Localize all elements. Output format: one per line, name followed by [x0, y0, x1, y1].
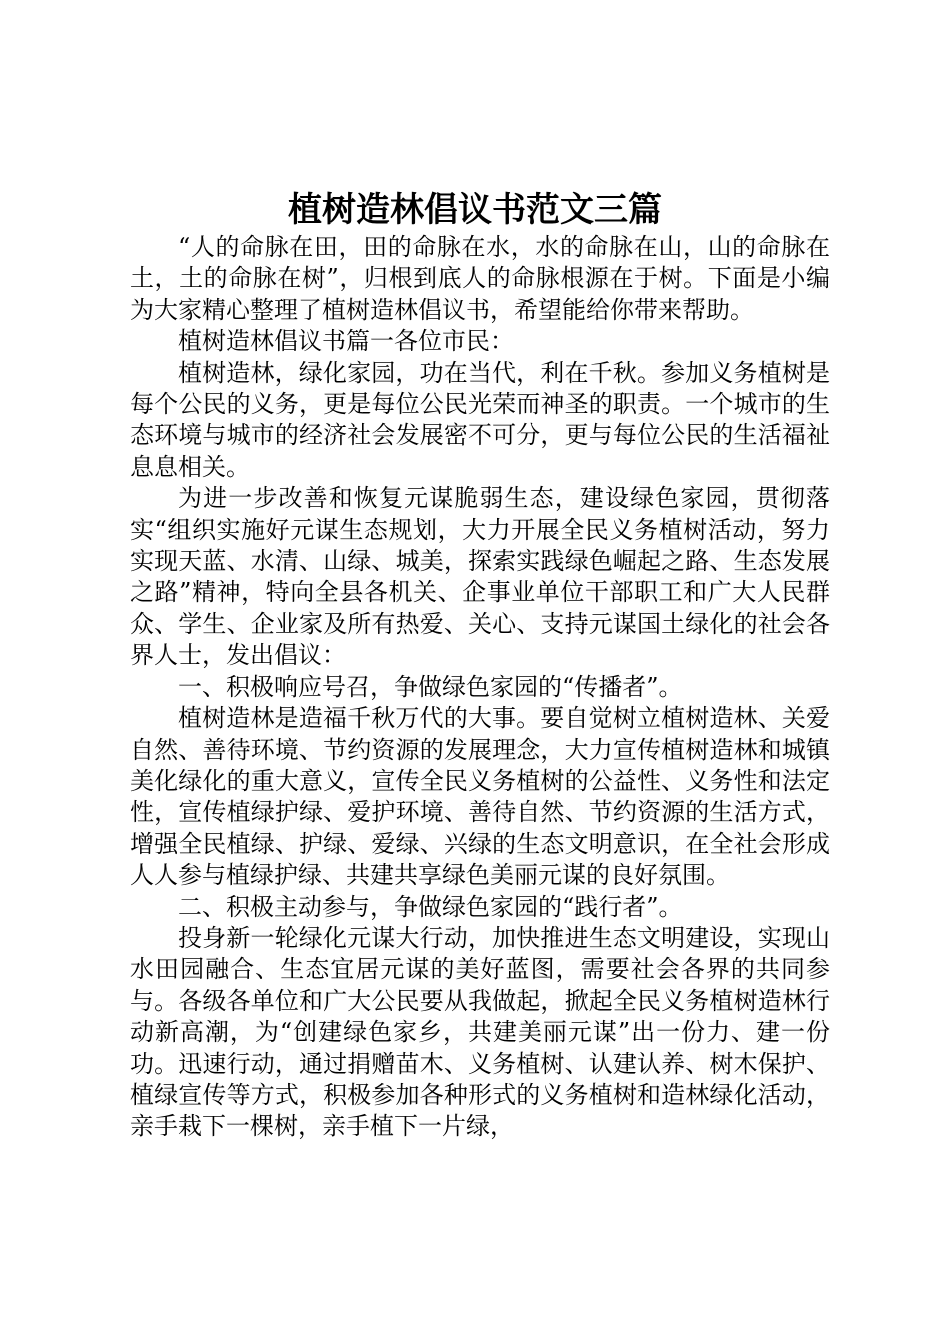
- paragraph-opening: 植树造林，绿化家园，功在当代，利在千秋。参加义务植树是每个公民的义务，更是每位公民光荣而神圣的职责。一个城市的生态环境与城市的经济社会发展密不可分，更与每位公民的生活福祉息息相关。: [130, 358, 830, 481]
- paragraph-intro: “人的命脉在田，田的命脉在水，水的命脉在山，山的命脉在土，土的命脉在树”，归根到底人的命脉根源在于树。下面是小编为大家精心整理了植树造林倡议书，希望能给你带来帮助。: [130, 233, 830, 324]
- paragraph-section-1: 植树造林是造福千秋万代的大事。要自觉树立植树造林、关爱自然、善待环境、节约资源的发展理念，大力宣传植树造林和城镇美化绿化的重大意义，宣传全民义务植树的公益性、义务性和法定性，宣传植绿护绿、爱护环境、善待自然、节约资源的生活方式，增强全民植绿、护绿、爱绿、兴绿的生态文明意识，在全社会形成人人参与植绿护绿、共建共享绿色美丽元谋的良好氛围。: [130, 704, 830, 890]
- paragraph-proposal: 为进一步改善和恢复元谋脆弱生态，建设绿色家园，贯彻落实“组织实施好元谋生态规划，大力开展全民义务植树活动，努力实现天蓝、水清、山绿、城美，探索实践绿色崛起之路、生态发展之路”精神，特向全县各机关、企事业单位干部职工和广大人民群众、学生、企业家及所有热爱、关心、支持元谋国土绿化的社会各界人士，发出倡议：: [130, 484, 830, 670]
- paragraph-salutation: 植树造林倡议书篇一各位市民：: [178, 327, 514, 356]
- paragraph-section-2: 投身新一轮绿化元谋大行动，加快推进生态文明建设，实现山水田园融合、生态宜居元谋的美好蓝图，需要社会各界的共同参与。各级各单位和广大公民要从我做起，掀起全民义务植树造林行动新高潮，为“创建绿色家乡，共建美丽元谋”出一份力、建一份功。迅速行动，通过捐赠苗木、义务植树、认建认养、树木保护、植绿宣传等方式，积极参加各种形式的义务植树和造林绿化活动，亲手栽下一棵树，亲手植下一片绿，: [130, 923, 830, 1141]
- section-heading-1: 一、积极响应号召，争做绿色家园的“传播者”。: [178, 672, 683, 701]
- section-heading-2: 二、积极主动参与，争做绿色家园的“践行者”。: [178, 892, 683, 921]
- document-body: [130, 232, 830, 1143]
- document-title: 植树造林倡议书范文三篇: [288, 190, 662, 230]
